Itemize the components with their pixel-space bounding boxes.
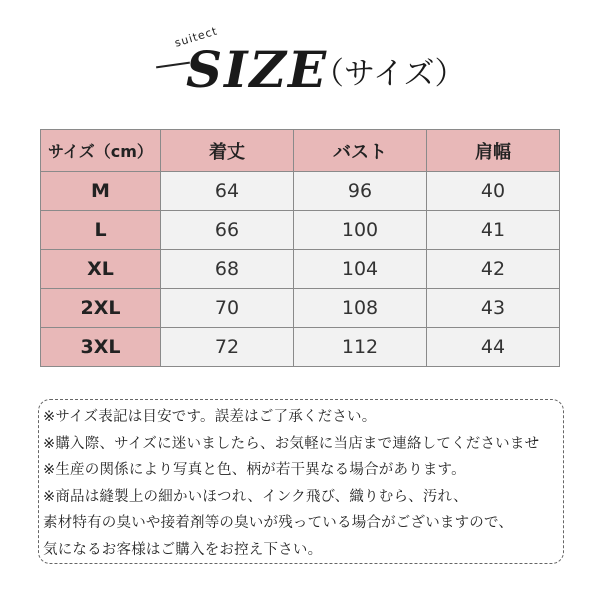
note-line: 素材特有の臭いや接着剤等の臭いが残っている場合がございますので、 bbox=[43, 515, 514, 531]
length-value: 72 bbox=[161, 328, 294, 367]
shoulder-value: 40 bbox=[427, 172, 560, 211]
note-line: ※購入際、サイズに迷いましたら、お気軽に当店まで連絡してくださいませ bbox=[43, 435, 540, 452]
shoulder-value: 41 bbox=[427, 211, 560, 250]
length-value: 70 bbox=[161, 289, 294, 328]
bust-value: 96 bbox=[294, 172, 427, 211]
table-row bbox=[41, 328, 560, 367]
column-header-size: サイズ（cm） bbox=[41, 130, 161, 172]
table-header-row bbox=[41, 130, 560, 172]
bust-value: 104 bbox=[294, 250, 427, 289]
table-row bbox=[41, 250, 560, 289]
page-title: SIZE bbox=[186, 40, 329, 99]
size-label: L bbox=[41, 211, 161, 250]
brand-name: suitect bbox=[173, 24, 220, 50]
column-header-length: 着丈 bbox=[161, 130, 294, 172]
shoulder-value: 42 bbox=[427, 250, 560, 289]
column-header-bust: バスト bbox=[294, 130, 427, 172]
bust-value: 112 bbox=[294, 328, 427, 367]
length-value: 64 bbox=[161, 172, 294, 211]
size-label: 3XL bbox=[41, 328, 161, 367]
shoulder-value: 43 bbox=[427, 289, 560, 328]
length-value: 66 bbox=[161, 211, 294, 250]
length-value: 68 bbox=[161, 250, 294, 289]
table-row bbox=[41, 211, 560, 250]
notes-box bbox=[38, 399, 564, 564]
bust-value: 108 bbox=[294, 289, 427, 328]
column-header-shoulder: 肩幅 bbox=[427, 130, 560, 172]
title-decoration-line bbox=[156, 62, 190, 69]
table-row bbox=[41, 289, 560, 328]
note-line: 気になるお客様はご購入をお控え下さい。 bbox=[43, 541, 323, 558]
size-label: 2XL bbox=[41, 289, 161, 328]
shoulder-value: 44 bbox=[427, 328, 560, 367]
size-label: M bbox=[41, 172, 161, 211]
size-table bbox=[40, 129, 560, 367]
note-line: ※サイズ表記は目安です。誤差はご了承ください。 bbox=[43, 409, 377, 425]
note-line: ※生産の関係により写真と色、柄が若干異なる場合があります。 bbox=[43, 462, 466, 478]
table-row bbox=[41, 172, 560, 211]
bust-value: 100 bbox=[294, 211, 427, 250]
note-line: ※商品は縫製上の細かいほつれ、インク飛び、織りむら、汚れ、 bbox=[43, 488, 468, 505]
page-subtitle: （サイズ） bbox=[313, 56, 466, 92]
size-label: XL bbox=[41, 250, 161, 289]
